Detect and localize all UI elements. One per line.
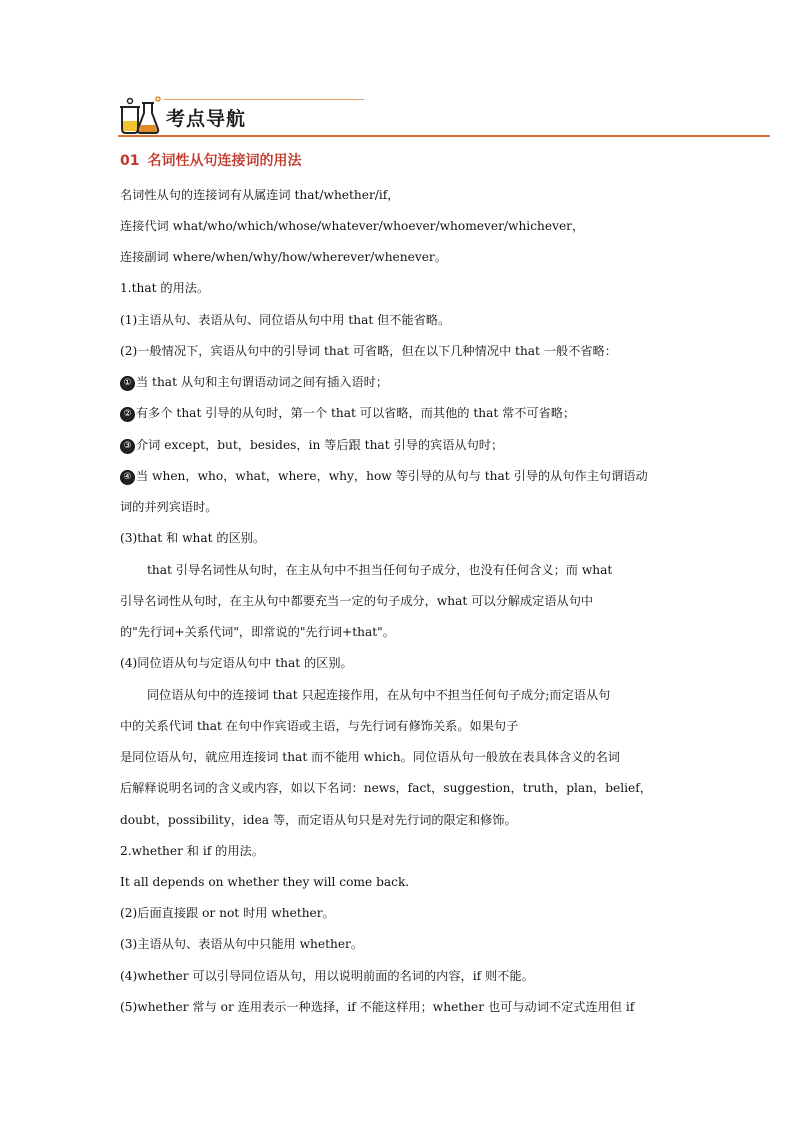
list-item-text: 有多个 that 引导的从句时，第一个 that 可以省略，而其他的 that 常不可省略；: [136, 406, 576, 420]
body-line: 词的并列宾语时。: [120, 500, 218, 514]
header-title: 考点导航: [166, 108, 247, 130]
circled-number-marker: ①: [120, 376, 135, 391]
body-line: (2)后面直接跟 or not 时用 whether。: [120, 906, 335, 920]
section-title: 名词性从句连接词的用法: [147, 153, 302, 169]
body-line: (2)一般情况下，宾语从句中的引导词 that 可省略，但在以下几种情况中 that 一般不省略：: [120, 344, 617, 358]
header-rule: [118, 135, 770, 137]
header-top-line: [164, 99, 364, 100]
body-line: 是同位语从句，就应用连接词 that 而不能用 which。同位语从句一般放在表具体含义的名词: [120, 750, 620, 764]
body-line: 后解释说明名词的含义或内容，如以下名词：news，fact，suggestion，truth，plan，belief，: [120, 781, 652, 795]
body-line: that 引导名词性从句时，在主从句中不担当任何句子成分，也没有任何含义；而 what: [147, 563, 613, 577]
list-item: [120, 405, 575, 422]
body-line: 的"先行词+关系代词"，即常说的"先行词+that"。: [120, 625, 395, 639]
list-item-text: 介词 except，but，besides，in 等后跟 that 引导的宾语从句时；: [136, 438, 504, 452]
lab-flask-icon: [118, 95, 164, 135]
body-line: (4)whether 可以引导同位语从句，用以说明前面的名词的内容，if 则不能。: [120, 969, 534, 983]
body-line: doubt，possibility，idea 等，而定语从句只是对先行词的限定和修饰。: [120, 813, 517, 827]
header: [118, 95, 770, 140]
body-line: It all depends on whether they will come back.: [120, 875, 410, 889]
body-line: 引导名词性从句时，在主从句中都要充当一定的句子成分，what 可以分解成定语从句中: [120, 594, 594, 608]
body-line: 同位语从句中的连接词 that 只起连接作用，在从句中不担当任何句子成分;而定语从句: [147, 688, 611, 702]
body-line: 1.that 的用法。: [120, 281, 210, 295]
body-line: 连接副词 where/when/why/how/wherever/whenever。: [120, 250, 447, 264]
list-item: [120, 468, 648, 485]
list-item: [120, 437, 503, 454]
body-line: 连接代词 what/who/which/whose/whatever/whoever/whomever/whichever，: [120, 219, 585, 233]
circled-number-marker: ④: [120, 470, 135, 485]
body-line: (1)主语从句、表语从句、同位语从句中用 that 但不能省略。: [120, 313, 451, 327]
body-line: 名词性从句的连接词有从属连词 that/whether/if，: [120, 188, 400, 202]
body-line: (5)whether 常与 or 连用表示一种选择，if 不能这样用；whether 也可与动词不定式连用但 if: [120, 1000, 635, 1014]
body-line: (3)that 和 what 的区别。: [120, 531, 266, 545]
body-line: (4)同位语从句与定语从句中 that 的区别。: [120, 656, 353, 670]
body-line: (3)主语从句、表语从句中只能用 whether。: [120, 937, 364, 951]
section-heading: [120, 150, 301, 170]
circled-number-marker: ③: [120, 439, 135, 454]
circled-number-marker: ②: [120, 407, 135, 422]
body-line: 中的关系代词 that 在句中作宾语或主语，与先行词有修饰关系。如果句子: [120, 719, 519, 733]
body-line: 2.whether 和 if 的用法。: [120, 844, 264, 858]
list-item: [120, 374, 388, 391]
list-item-text: 当 that 从句和主句谓语动词之间有插入语时；: [136, 375, 389, 389]
section-number: 01: [120, 153, 140, 169]
list-item-text: 当 when，who，what，where，why，how 等引导的从句与 that 引导的从句作主句谓语动: [136, 469, 648, 483]
